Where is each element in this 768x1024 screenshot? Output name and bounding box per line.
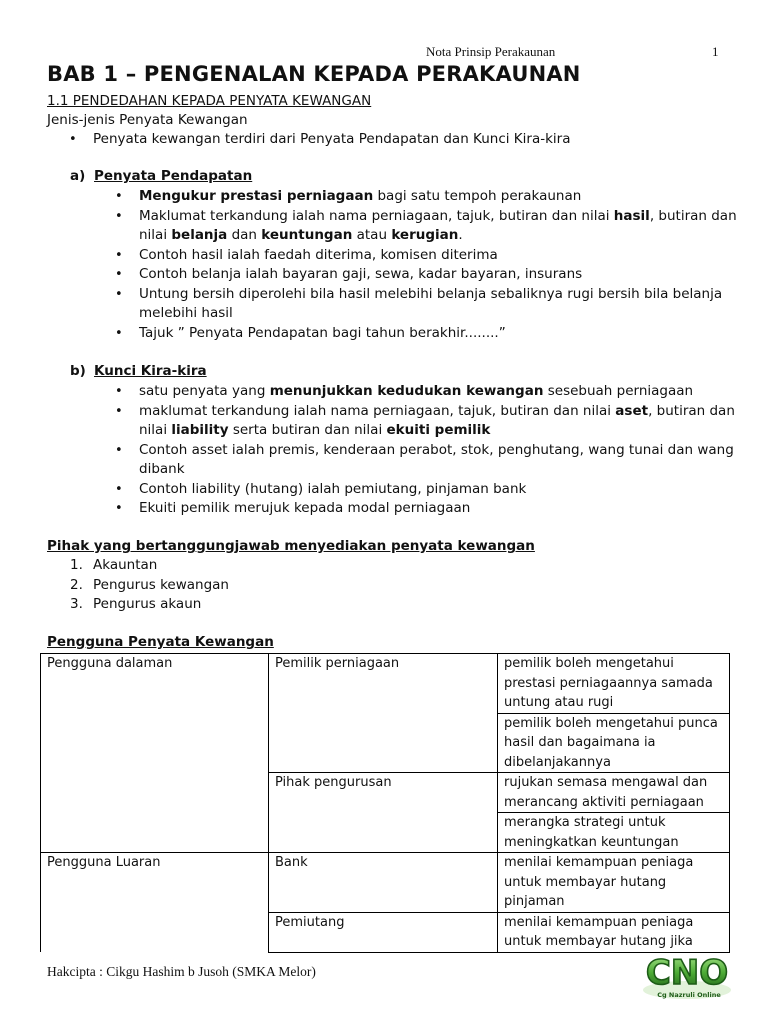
table-cell: Bank [269, 853, 498, 913]
cno-logo-icon [640, 948, 734, 1000]
table-cell: Pemilik perniagaan [269, 654, 498, 773]
table-cell: pemilik boleh mengetahui prestasi perniagaannya samada untung atau rugi [498, 654, 730, 714]
list-item: • Maklumat terkandung ialah nama perniagaan, tajuk, butiran dan nilai hasil, butiran dan nilai belanja dan keuntungan atau kerugian. [139, 207, 739, 246]
users-heading: Pengguna Penyata Kewangan [47, 634, 274, 650]
section-a-title: Penyata Pendapatan [94, 168, 253, 184]
list-item: • Tajuk ” Penyata Pendapatan bagi tahun berakhir........” [139, 324, 739, 344]
table-row [41, 654, 730, 714]
page-number: 1 [712, 44, 719, 59]
table-cell: pemilik boleh mengetahui punca hasil dan bagaimana ia dibelanjakannya [498, 713, 730, 773]
list-item: • Contoh belanja ialah bayaran gaji, sewa, kadar bayaran, insurans [139, 265, 739, 285]
table-cell: Pengguna dalaman [41, 654, 269, 853]
list-item: • Mengukur prestasi perniagaan bagi satu tempoh perakaunan [139, 187, 739, 207]
table-cell: Pihak pengurusan [269, 773, 498, 853]
list-item: • maklumat terkandung ialah nama perniagaan, tajuk, butiran dan nilai aset, butiran dan nilai liability serta butiran dan nilai ekuiti pemilik [139, 402, 739, 441]
list-item: 3. Pengurus akaun [70, 596, 202, 612]
list-item: 1. Akauntan [70, 557, 158, 573]
table-cell: rujukan semasa mengawal dan merancang aktiviti perniagaan [498, 773, 730, 813]
table-row [41, 853, 730, 913]
header-title: Nota Prinsip Perakaunan [426, 44, 556, 59]
section-a-letter: a) [70, 168, 86, 184]
list-item: 2. Pengurus kewangan [70, 576, 229, 593]
types-label: Jenis-jenis Penyata Kewangan [47, 112, 248, 128]
section-b-heading [70, 363, 207, 379]
section-b-letter: b) [70, 363, 86, 379]
copyright-footer: Hakcipta : Cikgu Hashim b Jusoh (SMKA Melor) [47, 964, 316, 979]
table-cell: merangka strategi untuk meningkatkan keuntungan [498, 813, 730, 853]
intro-bullet: • Penyata kewangan terdiri dari Penyata Pendapatan dan Kunci Kira-kira [93, 130, 733, 150]
table-cell: menilai kemampuan peniaga untuk membayar hutang pinjaman [498, 853, 730, 913]
section-b-list [139, 382, 739, 519]
responsible-list [70, 556, 229, 615]
section-a-list [139, 187, 739, 343]
users-table [40, 653, 730, 953]
list-item: • satu penyata yang menunjukkan kedudukan kewangan sesebuah perniagaan [139, 382, 739, 402]
section-heading: 1.1 PENDEDAHAN KEPADA PENYATA KEWANGAN [47, 93, 372, 109]
section-b-title: Kunci Kira-kira [94, 363, 207, 379]
list-item: • Contoh liability (hutang) ialah pemiutang, pinjaman bank [139, 480, 739, 500]
list-item: • Contoh asset ialah premis, kenderaan perabot, stok, penghutang, wang tunai dan wang dibank [139, 441, 739, 480]
svg-text:Cg Nazruli Online: Cg Nazruli Online [657, 991, 721, 999]
chapter-title: BAB 1 – PENGENALAN KEPADA PERAKAUNAN [47, 62, 581, 86]
section-a-heading [70, 168, 252, 184]
intro-list [93, 130, 733, 150]
svg-text:CNO: CNO [645, 953, 729, 993]
list-item: • Untung bersih diperolehi bila hasil melebihi belanja sebaliknya rugi bersih bila belanja melebihi hasil [139, 285, 739, 324]
table-cell: menilai kemampuan peniaga untuk membayar hutang jika [498, 912, 730, 952]
table-cell: Pengguna Luaran [41, 853, 269, 953]
list-item: • Ekuiti pemilik merujuk kepada modal perniagaan [139, 499, 739, 519]
responsible-heading: Pihak yang bertanggungjawab menyediakan penyata kewangan [47, 538, 535, 554]
table-cell: Pemiutang [269, 912, 498, 952]
list-item: • Contoh hasil ialah faedah diterima, komisen diterima [139, 246, 739, 266]
